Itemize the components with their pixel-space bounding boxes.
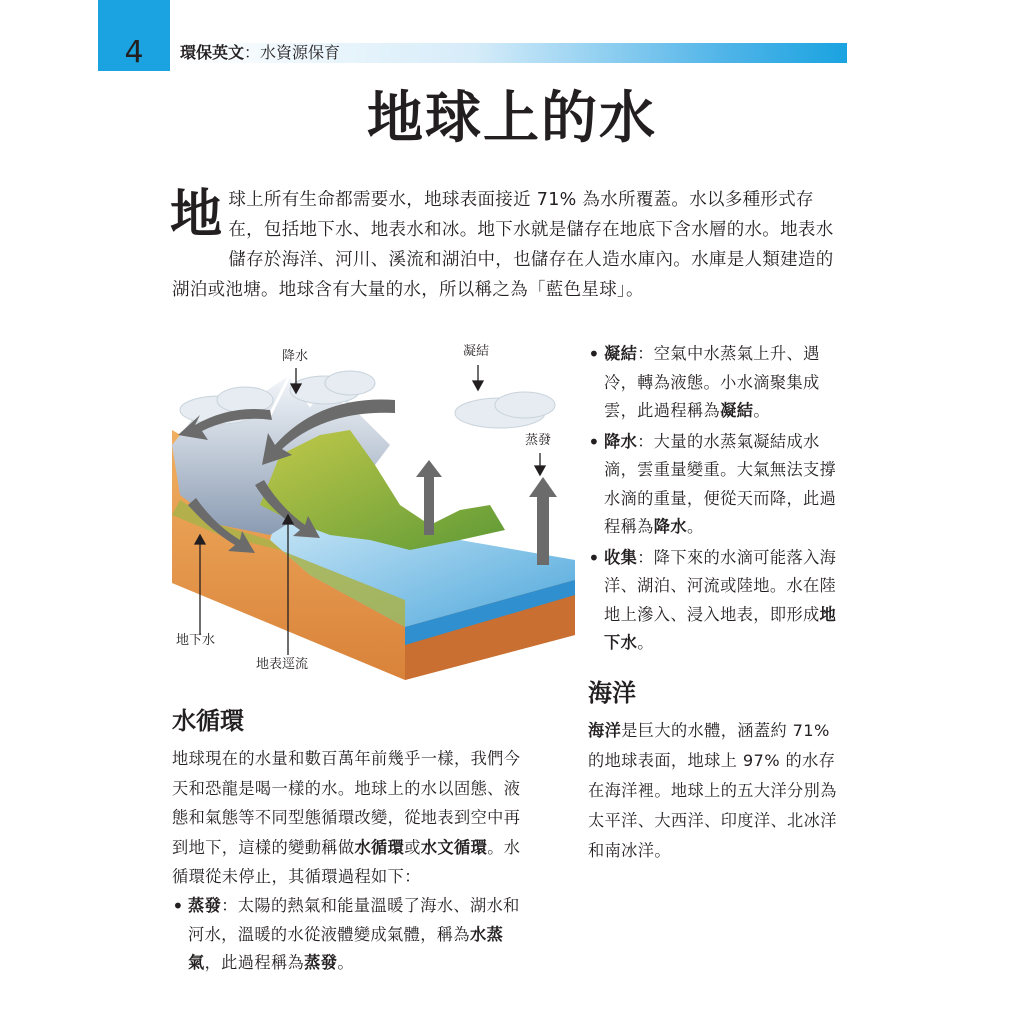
drop-cap: 地	[170, 185, 223, 245]
water-cycle-process-list	[588, 340, 846, 660]
ocean-paragraph: 海洋是巨大的水體，涵蓋約 71% 的地球表面，地球上 97% 的水存在海洋裡。地球上的五大洋分別為太平洋、大西洋、印度洋、北冰洋和南冰洋。	[588, 721, 837, 860]
term-evaporation: 蒸發	[188, 896, 222, 915]
intro-text: 球上所有生命都需要水，地球表面接近 71% 為水所覆蓋。水以多種形式存在，包括地下水、地表水和冰。地下水就是儲存在地底下含水層的水。地表水儲存於海洋、河川、溪流和湖泊中，也儲存在人造水庫內。水庫是人類建造的湖泊或池塘。地球含有大量的水，所以稱之為「藍色星球」。	[172, 190, 834, 300]
label-precipitation: 降水	[282, 349, 309, 364]
list-item: • 凝結：空氣中水蒸氣上升、遇冷，轉為液態。小水滴聚集成雲，此過程稱為凝結。	[588, 340, 846, 426]
label-condensation: 凝結	[463, 344, 490, 359]
list-item: • 蒸發：太陽的熱氣和能量溫暖了海水、湖水和河水，溫暖的水從液體變成氣體，稱為水蒸氣，此過程稱為蒸發。	[172, 892, 524, 978]
list-item: • 降水：大量的水蒸氣凝結成水滴，雲重量變重。大氣無法支撐水滴的重量，便從天而降，此過程稱為降水。	[588, 428, 846, 542]
running-header	[180, 43, 340, 63]
header-separator: ：	[244, 43, 261, 62]
term-condensation: 凝結	[604, 344, 638, 363]
label-groundwater: 地下水	[176, 633, 216, 648]
water-cycle-paragraph: 地球現在的水量和數百萬年前幾乎一樣，我們今天和恐龍是喝一樣的水。地球上的水以固態、液態和氣態等不同型態循環改變，從地表到空中再到地下，這樣的變動稱做水循環或水文循環。水循環從未停止，其循環過程如下：	[172, 749, 521, 886]
page-number-tab	[98, 0, 170, 71]
list-item: • 收集：降下來的水滴可能落入海洋、湖泊、河流或陸地。水在陸地上滲入、浸入地表，即形成地下水。	[588, 544, 846, 658]
term-collection: 收集	[604, 547, 638, 567]
chapter-topic: 水資源保育	[260, 43, 341, 62]
label-surface-runoff: 地表逕流	[256, 657, 309, 672]
evaporation-list	[172, 892, 524, 980]
page-title: 地球上的水	[367, 86, 657, 151]
water-cycle-heading: 水循環	[172, 707, 244, 735]
page-number: 4	[124, 35, 144, 70]
water-cycle-diagram	[160, 335, 585, 680]
intro-paragraph	[172, 185, 840, 305]
water-cycle-illustration	[160, 335, 585, 680]
label-evaporation: 蒸發	[525, 433, 552, 448]
term-precipitation: 降水	[604, 431, 638, 451]
ocean-heading: 海洋	[588, 679, 636, 707]
series-name: 環保英文	[180, 43, 245, 62]
